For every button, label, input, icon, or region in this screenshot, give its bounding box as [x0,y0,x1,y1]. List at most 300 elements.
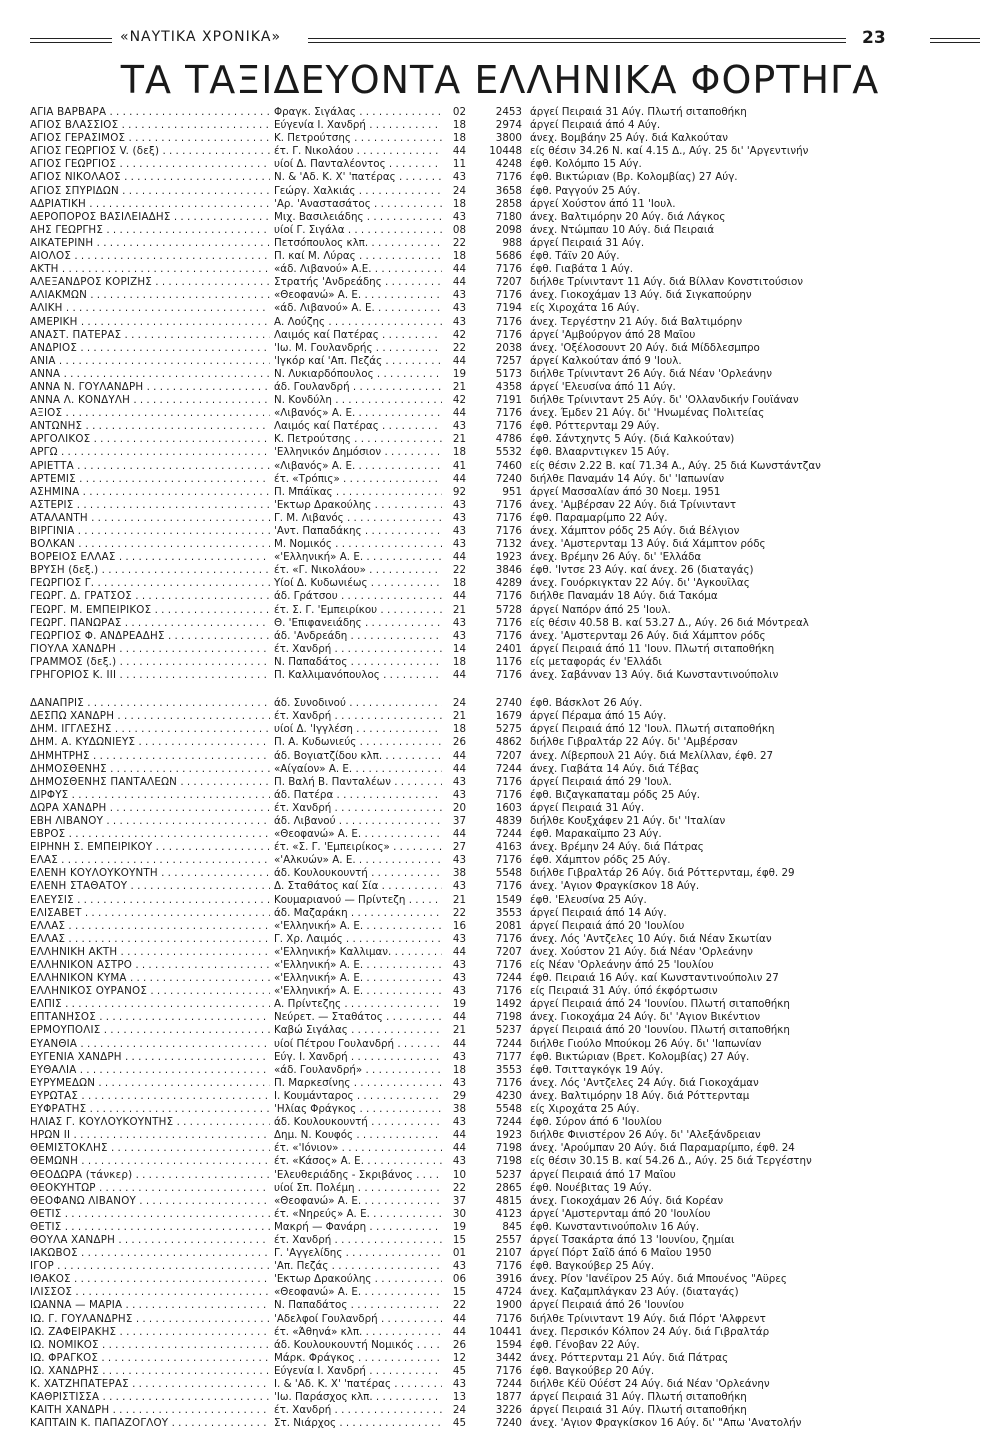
ship-name: ΔΗΜΟΣΘΕΝΗΣ ΠΑΝΤΑΛΕΩΝ . . . [30,776,270,789]
voyage-status: είς Πειραιά 31 Αύγ. ύπό έκφόρτωσιν [530,985,718,998]
built-year: 43 [452,210,466,223]
owner: έτ. Σ. Γ. 'Εμπειρίκου . . . [274,604,442,617]
tonnage: 7176 [495,328,522,341]
built-year: 43 [452,420,466,433]
tonnage: 1923 [495,551,522,564]
owner: Δ. Σταθάτος καί Σία . . . [274,880,442,893]
ship-name: ΑΓΙΟΣ ΒΛΑΣΣΙΟΣ . . . [30,119,270,132]
built-year: 08 [452,223,466,236]
owner: «άδ. Λιβανού» Α.Ε. . . . [274,263,442,276]
owner: 'Ελληνικόν Δημόσιον . . . [274,446,442,459]
voyage-status: άνεχ. 'Αγιον Φραγκίσκον 18 Αύγ. [530,880,700,893]
tonnage: 10441 [489,1325,522,1338]
table-row [30,723,930,736]
ship-name: ΒΙΡΓΙΝΙΑ . . . [30,525,270,538]
voyage-status: άργεί Πέραμα άπό 15 Αύγ. [530,710,667,723]
built-year: 02 [452,106,466,118]
owner: Καβώ Σιγάλας . . . [274,1024,442,1037]
tonnage: 2453 [495,106,522,118]
voyage-status: έφθ. Ραγγούν 25 Αύγ. [530,184,641,197]
ship-name: ΘΕΤΙΣ . . . [30,1208,270,1221]
tonnage: 2865 [495,1181,522,1194]
tonnage: 7176 [495,407,522,420]
built-year: 11 [452,158,466,171]
tonnage: 7176 [495,880,522,893]
table-row [30,1155,930,1168]
table-row [30,158,930,171]
built-year: 43 [452,1076,466,1089]
tonnage: 3658 [495,184,522,197]
built-year: 15 [452,1286,466,1299]
table-row [30,1221,930,1234]
built-year: 19 [452,367,466,380]
voyage-status: έφθ. 'Ελευσίνα 25 Αύγ. [530,893,647,906]
tonnage: 3442 [495,1351,522,1364]
built-year: 42 [452,394,466,407]
owner: Γεώργ. Χαλκιάς . . . [274,185,442,198]
ship-name: ΑΔΡΙΑΤΙΚΗ . . . [30,198,270,211]
ship-name: ΑΛΙΚΗ . . . [30,302,270,315]
built-year: 43 [452,1378,466,1390]
tonnage: 4724 [495,1286,522,1299]
ship-name: ΕΥΘΑΛΙΑ . . . [30,1064,270,1077]
voyage-status: έφθ. Βικτώριαν (Βρ. Κολομβίας) 27 Αύγ. [530,171,738,184]
tonnage: 7176 [495,854,522,867]
table-row [30,538,930,551]
tonnage: 7244 [495,1378,522,1390]
ship-name: ΑΤΑΛΑΝΤΗ . . . [30,512,270,525]
built-year: 06 [452,1273,466,1286]
owner: Γ. 'Αγγελίδης . . . [274,1247,442,1260]
tonnage: 7176 [495,1260,522,1273]
ship-name: ΑΡΓΟΛΙΚΟΣ . . . [30,433,270,446]
ship-name: ΓΕΩΡΓΙΟΣ Φ. ΑΝΔΡΕΑΔΗΣ . . . [30,630,270,643]
owner: Στ. Νιάρχος . . . [274,1417,442,1430]
owner: άδ. Λιβανού . . . [274,815,442,828]
owner: Ι. & 'Αδ. Κ. Χ' 'πατέρας . . . [274,1378,442,1391]
owner: Π. καί Μ. Λύρας . . . [274,250,442,263]
ship-name: ΑΓΙΟΣ ΣΠΥΡΙΔΩΝ . . . [30,185,270,198]
tonnage: 5275 [495,723,522,736]
owner: 'Ιω. Παράσχος κλπ. . . . [274,1391,442,1404]
table-row [30,854,930,867]
header-rule-right [930,38,980,43]
built-year: 18 [452,723,466,736]
ship-name: ΓΙΟΥΛΑ ΧΑΝΔΡΗ . . . [30,643,270,656]
table-row [30,316,930,329]
table-row [30,736,930,749]
journal-name: «ΝΑΥΤΙΚΑ ΧΡΟΝΙΚΑ» [120,29,282,45]
built-year: 44 [452,407,466,420]
table-row [30,1391,930,1404]
ship-name: ΕΡΜΟΥΠΟΛΙΣ . . . [30,1024,270,1037]
ship-name: ΙΩΑΝΝΑ — ΜΑΡΙΑ . . . [30,1299,270,1312]
voyage-status: άνεχ. Ρίον 'Ιανέϊρον 25 Αύγ. διά Μπουένος "Αϋρες [530,1273,787,1286]
voyage-status: διήλθε Κέϋ Ούέστ 24 Αύγ. διά Νέαν 'Ορλεάνην [530,1378,770,1390]
tonnage: 5728 [495,603,522,616]
owner: «'Ελληνική» Α. Ε. . . . [274,985,442,998]
table-row [30,250,930,263]
ship-name: ΔΙΡΦΥΣ . . . [30,789,270,802]
built-year: 18 [452,577,466,590]
owner: 'Απ. Πεζάς . . . [274,1260,442,1273]
owner: Λαιμός καί Πατέρας . . . [274,329,442,342]
voyage-status: άνεχ. Βρέμην 24 Αύγ. διά Πάτρας [530,841,704,854]
table-row [30,1169,930,1182]
tonnage: 7176 [495,289,522,302]
table-row [30,1299,930,1312]
built-year: 44 [452,354,466,367]
tonnage: 4289 [495,577,522,590]
voyage-status: έφθ. Βαγκούβερ 25 Αύγ. [530,1260,655,1273]
owner: άδ. 'Ανδρεάδη . . . [274,630,442,643]
table-row [30,1090,930,1103]
table-row [30,1273,930,1286]
ship-name: ΔΗΜΗΤΡΗΣ . . . [30,750,270,763]
tonnage: 951 [502,485,522,498]
voyage-status: έφθ. Πειραιά 16 Αύγ. καί Κωνσταντινούπολιν 27 [530,972,779,985]
table-row [30,198,930,211]
voyage-status: άνεχ. Γιοκοχάμαν 13 Αύγ. διά Σιγκαπούρην [530,289,752,302]
built-year: 44 [452,263,466,276]
built-year: 20 [452,801,466,814]
voyage-status: άνεχ. Γουόρκιγκταν 22 Αύγ. δι' 'Αγκουΐλας [530,577,750,590]
built-year: 01 [452,1247,466,1260]
owner: άδ. Κουλουκουντή . . . [274,867,442,880]
ship-name: ΑΙΚΑΤΕΡΙΝΗ . . . [30,237,270,250]
voyage-status: άνεχ. Λός 'Αντζελες 24 Αύγ. διά Γιοκοχάμαν [530,1076,759,1089]
ship-name: ΕΒΡΟΣ . . . [30,828,270,841]
owner: «'Ελληνική» Α. Ε. . . . [274,959,442,972]
voyage-status: άνεχ. 'Αμβέρσαν 22 Αύγ. διά Τρίνινταντ [530,498,737,511]
voyage-status: διήλθε Γιούλο Μπούκομ 26 Αύγ. δι' 'Ιαπωνίαν [530,1037,762,1050]
table-row [30,1352,930,1365]
owner: «Λιβανός» Α. Ε. . . . [274,460,442,473]
table-row [30,946,930,959]
owner: «Θεοφανώ» Α. Ε. . . . [274,1195,442,1208]
tonnage: 4358 [495,380,522,393]
tonnage: 7244 [495,828,522,841]
built-year: 21 [452,710,466,723]
owner: έτ. Χανδρή . . . [274,1234,442,1247]
table-row [30,1195,930,1208]
voyage-status: άνεχ. Έμδεν 21 Αύγ. δι' 'Ηνωμένας Πολιτείας [530,407,765,420]
tonnage: 4815 [495,1194,522,1207]
owner: Μάρκ. Φράγκος . . . [274,1352,442,1365]
voyage-status: έφθ. Βικτώριαν (Βρετ. Κολομβίας) 27 Αύγ. [530,1050,750,1063]
ship-name: ΕΛΙΣΑΒΕΤ . . . [30,907,270,920]
built-year: 24 [452,184,466,197]
owner: 'Ελευθεριάδης - Σκριβάνος . . . [274,1169,442,1182]
built-year: 18 [452,250,466,263]
tonnage: 7176 [495,959,522,971]
table-row [30,841,930,854]
table-row [30,1064,930,1077]
table-row [30,473,930,486]
voyage-status: άργεί Πόρτ Σαΐδ άπό 6 Μαΐου 1950 [530,1247,712,1260]
ship-name: ΑΓΙΟΣ ΓΕΩΡΓΙΟΣ V. (δεξ) . . . [30,145,270,158]
built-year: 38 [452,1103,466,1116]
table-row [30,446,930,459]
ship-group [30,697,930,1430]
owner: «'Ελληνική» Α. Ε. . . . [274,972,442,985]
table-row [30,985,930,998]
built-year: 43 [452,629,466,642]
built-year: 22 [452,341,466,354]
table-row [30,894,930,907]
owner: υίοί Δ. 'Ιγγλέση . . . [274,723,442,736]
built-year: 22 [452,1299,466,1312]
voyage-status: διήλθε Τρίνινταντ 19 Αύγ. διά Πόρτ 'Αλφρεντ [530,1312,766,1325]
tonnage: 2401 [495,642,522,655]
voyage-status: διήλθε Παναμάν 14 Αύγ. δι' 'Ιαπωνίαν [530,472,725,485]
ship-name: ΔΑΝΑΠΡΙΣ . . . [30,697,270,710]
table-row [30,420,930,433]
table-row [30,750,930,763]
ship-name: ΙΩ. ΧΑΝΔΡΗΣ . . . [30,1365,270,1378]
owner: Θ. 'Επιφανειάδης . . . [274,617,442,630]
voyage-status: έφθ. Βάσκλοτ 26 Αύγ. [530,697,643,710]
voyage-status: άνεχ. Γιαβάτα 14 Αύγ. διά Τέβας [530,762,700,775]
ship-name: ΕΛΛΗΝΙΚΗ ΑΚΤΗ . . . [30,946,270,959]
tonnage: 7240 [495,1417,522,1430]
ship-name: ΔΗΜΟΣΘΕΝΗΣ . . . [30,763,270,776]
ship-name: ΙΩ. ΦΡΑΓΚΟΣ . . . [30,1352,270,1365]
tonnage: 7207 [495,749,522,762]
built-year: 18 [452,132,466,145]
owner: Εύγενία Ι. Χανδρή . . . [274,1365,442,1378]
tonnage: 5548 [495,867,522,880]
tonnage: 5686 [495,250,522,263]
tonnage: 1923 [495,1129,522,1142]
voyage-status: διήλθε Γιβραλτάρ 22 Αύγ. δι' 'Αμβέρσαν [530,736,738,749]
built-year: 16 [452,919,466,932]
ship-name: ΕΠΤΑΝΗΣΟΣ . . . [30,1011,270,1024]
voyage-status: άνεχ. 'Αρούμπαν 20 Αύγ. διά Παραμαρίμπο, έφθ. 24 [530,1142,795,1155]
ship-name: ΕΛΛΗΝΙΚΟΣ ΟΥΡΑΝΟΣ . . . [30,985,270,998]
tonnage: 4862 [495,736,522,749]
built-year: 22 [452,564,466,577]
voyage-status: είς μεταφοράς έν 'Ελλάδι [530,655,662,668]
table-row [30,1182,930,1195]
built-year: 18 [452,1063,466,1076]
table-row [30,789,930,802]
ship-name: ΑΓΙΟΣ ΝΙΚΟΛΑΟΣ . . . [30,171,270,184]
table-row [30,1103,930,1116]
voyage-status: άνεχ. 'Αγιον Φραγκίσκον 16 Αύγ. δι' "Απω 'Ανατολήν [530,1417,802,1430]
table-row [30,263,930,276]
built-year: 22 [452,236,466,249]
ship-name: ΕΥΑΝΘΙΑ . . . [30,1038,270,1051]
voyage-status: άργεί Πειραιά 31 Αύγ. [530,236,645,249]
built-year: 21 [452,603,466,616]
owner: Π. Μπάϊκας . . . [274,486,442,499]
built-year: 19 [452,1220,466,1233]
tonnage: 1492 [495,998,522,1011]
tonnage: 7244 [495,1116,522,1129]
ship-name: ΑΝΝΑ . . . [30,368,270,381]
ship-name: ΔΗΜ. Α. ΚΥΔΩΝΙΕΥΣ . . . [30,736,270,749]
voyage-status: άνεχ. Τεργέστην 21 Αύγ. διά Βαλτιμόρην [530,315,743,328]
table-row [30,433,930,446]
table-row [30,132,930,145]
table-row [30,959,930,972]
built-year: 18 [452,119,466,132]
tonnage: 7176 [495,1076,522,1089]
tonnage: 7207 [495,945,522,958]
table-row [30,630,930,643]
voyage-status: έφθ. Κολόμπο 15 Αύγ. [530,158,642,171]
voyage-status: είς Χιροχάτα 25 Αύγ. [530,1103,640,1116]
owner: άδ. Κουλουκουντή . . . [274,1116,442,1129]
built-year: 44 [452,1129,466,1142]
table-row [30,763,930,776]
voyage-status: άργεί Μασσαλίαν άπό 30 Νοεμ. 1951 [530,485,721,498]
table-row [30,342,930,355]
owner: Α. Πρίντεζης . . . [274,998,442,1011]
tonnage: 7176 [495,590,522,603]
tonnage: 7180 [495,210,522,223]
owner: έτ. «'Ιόνιον» . . . [274,1142,442,1155]
ship-name: ΑΚΤΗ . . . [30,263,270,276]
table-row [30,920,930,933]
owner: άδ. Γουλανδρή . . . [274,381,442,394]
voyage-status: άνεχ. Περσικόν Κόλπον 24 Αύγ. διά Γιβραλτάρ [530,1325,770,1338]
table-row [30,1247,930,1260]
voyage-status: άργεί Πειραιά άπό 20 'Ιουνίου. Πλωτή σιταποθήκη [530,1024,790,1037]
ship-name: ΘΕΟΔΩΡΑ (τάνκερ) . . . [30,1169,270,1182]
built-year: 21 [452,893,466,906]
tonnage: 7257 [495,354,522,367]
table-row [30,525,930,538]
tonnage: 7176 [495,629,522,642]
ship-name: ΑΝΑΣΤ. ΠΑΤΕΡΑΣ . . . [30,329,270,342]
ship-name: Κ. ΧΑΤΖΗΠΑΤΕΡΑΣ . . . [30,1378,270,1391]
ship-name: ΒΟΡΕΙΟΣ ΕΛΛΑΣ . . . [30,551,270,564]
ship-name: ΘΕΤΙΣ . . . [30,1221,270,1234]
tonnage: 7176 [495,788,522,801]
voyage-status: άργεί Πειραιά άπό 20 'Ιουλίου [530,919,685,932]
owner: «Θεοφανώ» Α. Ε. . . . [274,289,442,302]
voyage-status: άργεί Πειραιά 31 Αύγ. Πλωτή σιταποθήκη [530,106,747,118]
ship-name: ΓΕΩΡΓ. Δ. ΓΡΑΤΣΟΣ . . . [30,590,270,603]
tonnage: 7191 [495,394,522,407]
built-year: 44 [452,1325,466,1338]
table-row [30,106,930,119]
voyage-status: έφθ. Ρόττερνταμ 29 Αύγ. [530,420,660,433]
table-row [30,1208,930,1221]
owner: έτ. Χανδρή . . . [274,802,442,815]
tonnage: 7244 [495,1037,522,1050]
built-year: 44 [452,1142,466,1155]
owner: Π. Α. Κυδωνιεύς . . . [274,736,442,749]
tonnage: 7240 [495,472,522,485]
owner: Υίοί Δ. Κυδωνιέως . . . [274,577,442,590]
table-row [30,828,930,841]
tonnage: 1877 [495,1391,522,1404]
owner: 'Εκτωρ Δρακούλης . . . [274,499,442,512]
ship-name: ΚΑΘΡΙΣΤΙΣΣΑ . . . [30,1391,270,1404]
voyage-status: άργεί Ναπόρν άπό 25 'Ιουλ. [530,603,671,616]
tonnage: 7177 [495,1050,522,1063]
built-year: 10 [452,1168,466,1181]
owner: Α. Λούζης . . . [274,316,442,329]
owner: 'Αρ. 'Αναστασάτος . . . [274,198,442,211]
owner: άδ. Πατέρα . . . [274,789,442,802]
owner: Πετσόπουλος κλπ. . . . [274,237,442,250]
tonnage: 1176 [495,655,522,668]
owner: Δημ. Ν. Κουφός . . . [274,1129,442,1142]
tonnage: 5237 [495,1024,522,1037]
ship-name: ΑΕΡΟΠΟΡΟΣ ΒΑΣΙΛΕΙΑΔΗΣ . . . [30,211,270,224]
owner: έτ. Χανδρή . . . [274,643,442,656]
owner: Στρατής 'Ανδρεάδης . . . [274,276,442,289]
built-year: 44 [452,145,466,158]
tonnage: 2557 [495,1233,522,1246]
table-row [30,1339,930,1352]
tonnage: 4123 [495,1207,522,1220]
table-row [30,276,930,289]
owner: Γ. Μ. Λιβανός . . . [274,512,442,525]
tonnage: 3226 [495,1404,522,1417]
owner: Ν. Λυκιαρδόπουλος . . . [274,368,442,381]
ship-register-table [30,106,930,1430]
table-row [30,145,930,158]
built-year: 26 [452,736,466,749]
voyage-status: είς θέσιν 34.26 Ν. καί 4.15 Δ., Αύγ. 25 δι' 'Αργεντινήν [530,145,809,158]
voyage-status: έφθ. Γένοβαν 22 Αύγ. [530,1338,640,1351]
tonnage: 4786 [495,433,522,446]
voyage-status: άνεχ. Λός 'Αντζελες 10 Αύγ. διά Νέαν Σκωτίαν [530,932,772,945]
voyage-status: άργεί 'Ελευσίνα άπό 11 Αύγ. [530,380,676,393]
table-row [30,355,930,368]
owner: Κουμαριανού — Πρίντεζη . . . [274,894,442,907]
built-year: 30 [452,1207,466,1220]
ship-name: ΒΟΛΚΑΝ . . . [30,538,270,551]
tonnage: 845 [502,1220,522,1233]
voyage-status: έφθ. Παραμαρίμπο 22 Αύγ. [530,511,668,524]
ship-name: ΒΡΥΣΗ (δεξ.) . . . [30,564,270,577]
voyage-status: έφθ. Νουέβιτας 19 Αύγ. [530,1181,652,1194]
table-row [30,407,930,420]
ship-name: ΓΕΩΡΓ. ΠΑΝΩΡΑΣ . . . [30,617,270,630]
voyage-status: διήλθε Τρίνινταντ 11 Αύγ. διά Βίλλαν Κονστιτούσιον [530,276,803,289]
tonnage: 2740 [495,697,522,710]
tonnage: 10448 [489,145,522,158]
voyage-status: άνεχ. 'Αμστερνταμ 13 Αύγ. διά Χάμπτον ρόδς [530,538,766,551]
tonnage: 5173 [495,367,522,380]
built-year: 44 [452,1011,466,1024]
built-year: 44 [452,1312,466,1325]
built-year: 13 [452,1391,466,1404]
table-row [30,1286,930,1299]
ship-name: ΑΓΙΟΣ ΓΕΩΡΓΙΟΣ . . . [30,158,270,171]
voyage-status: άργεί 'Αμβούργον άπό 28 Μαΐου [530,328,696,341]
voyage-status: διήλθε Τρίνινταντ 26 Αύγ. διά Νέαν 'Ορλεάνην [530,367,772,380]
built-year: 22 [452,906,466,919]
page-number: 23 [862,28,886,48]
header-rule-left [30,38,112,43]
owner: έτ. «Κάσος» Α. Ε. . . . [274,1155,442,1168]
running-header [30,28,980,50]
table-row [30,604,930,617]
table-row [30,171,930,184]
ship-name: ΚΑΠΤΑΙΝ Κ. ΠΑΠΑΖΟΓΛΟΥ . . . [30,1417,270,1430]
voyage-status: άργεί Πειραιά 31 Αύγ. Πλωτή σιταποθήκη [530,1404,747,1417]
owner: υίοί Γ. Σιγάλα . . . [274,224,442,237]
ship-name: ΕΙΡΗΝΗ Σ. ΕΜΠΕΙΡΙΚΟΥ . . . [30,841,270,854]
table-row [30,512,930,525]
